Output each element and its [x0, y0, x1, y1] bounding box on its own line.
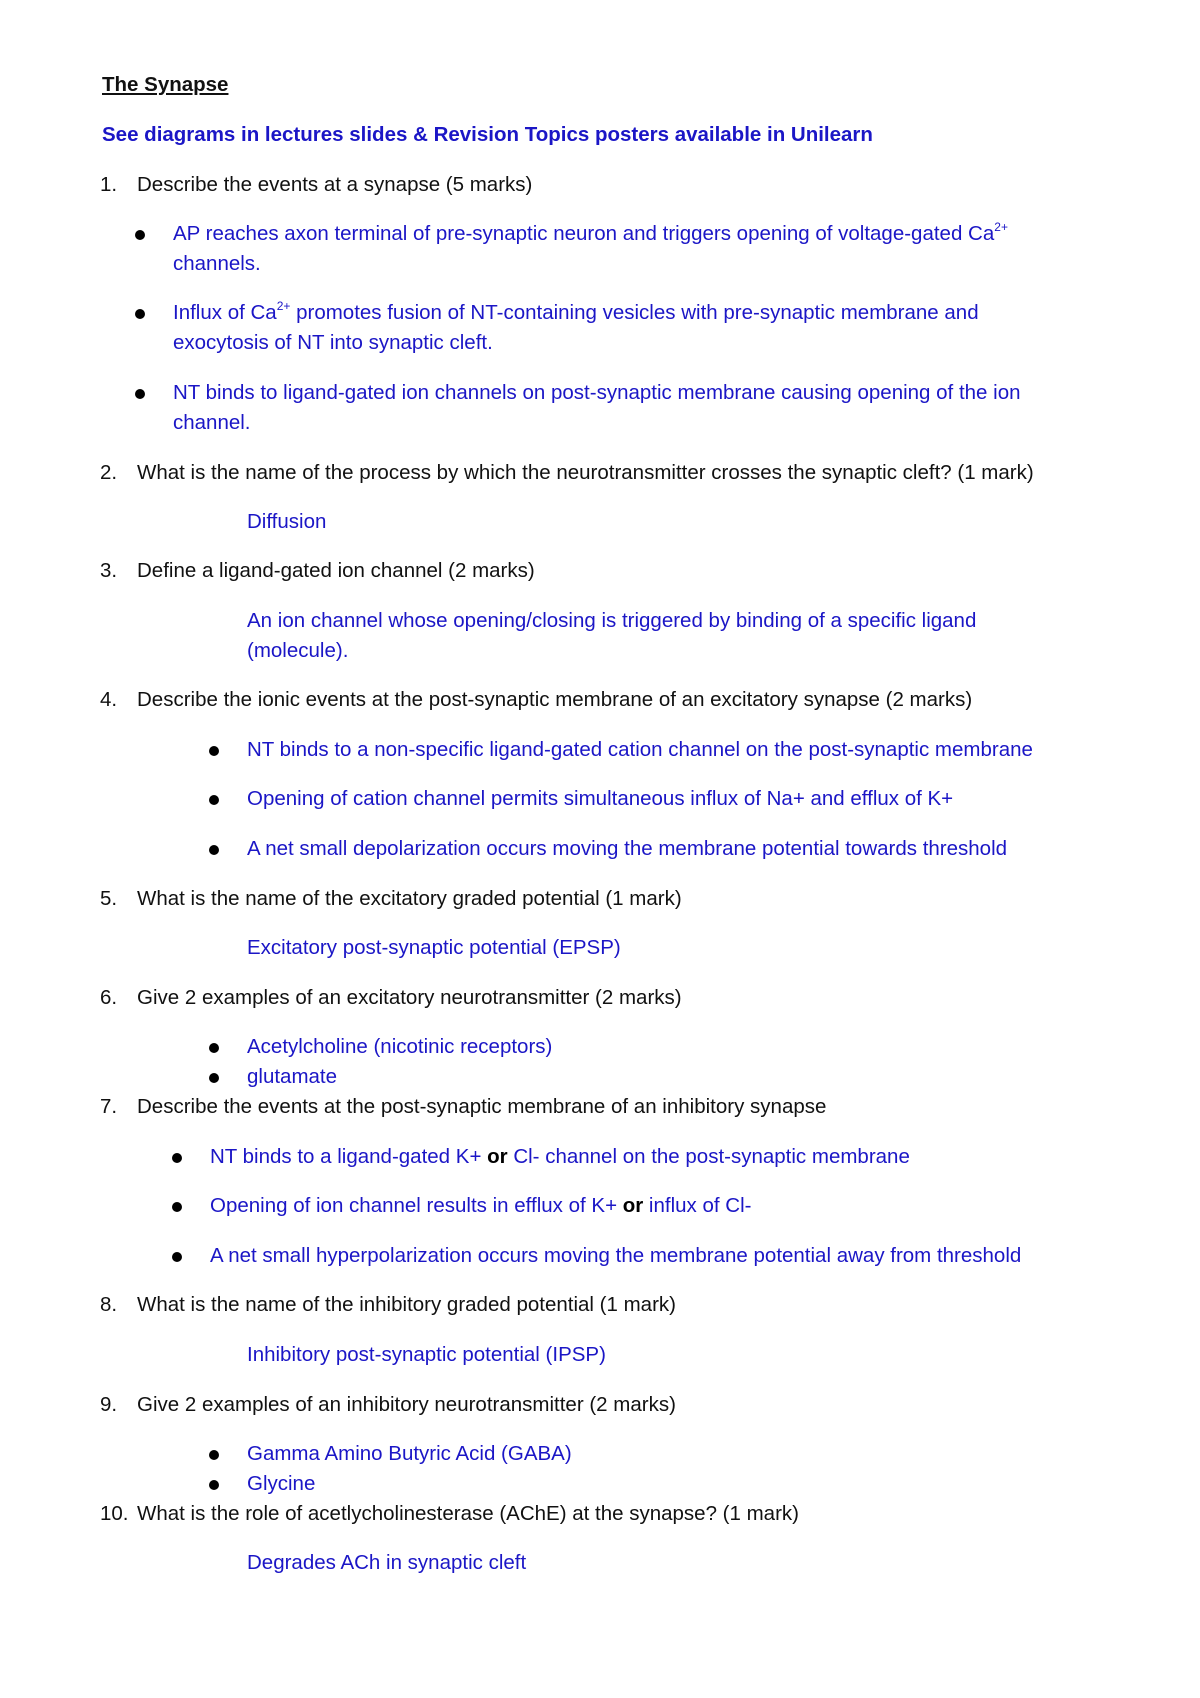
bullet-text: Glycine [247, 1472, 316, 1495]
question-text: Describe the events at a synapse (5 marks) [137, 173, 533, 196]
superscript: 2+ [994, 220, 1008, 234]
question-number: 5. [100, 887, 118, 910]
question-text: Give 2 examples of an inhibitory neurotransmitter (2 marks) [137, 1393, 676, 1416]
bullet-text-part: Opening of ion channel results in efflux of K+ [210, 1194, 623, 1217]
question-text: Describe the ionic events at the post-synaptic membrane of an excitatory synapse (2 marks) [137, 688, 973, 711]
bullet-icon [172, 1252, 182, 1262]
bullet-text-part: Cl- channel on the post-synaptic membrane [507, 1145, 910, 1168]
bullet-icon [209, 795, 219, 805]
bullet-text-part: Influx of Ca [173, 301, 277, 324]
bullet-text: Gamma Amino Butyric Acid (GABA) [247, 1442, 572, 1465]
answer-text: Diffusion [247, 510, 327, 533]
bullet-text-part: influx of Cl- [643, 1194, 752, 1217]
question-number: 9. [100, 1393, 118, 1416]
bullet-icon [209, 1043, 219, 1053]
bullet-text: NT binds to a non-specific ligand-gated cation channel on the post-synaptic membrane [247, 738, 1033, 761]
question-number: 1. [100, 173, 118, 196]
question-text: What is the name of the inhibitory graded potential (1 mark) [137, 1293, 676, 1316]
question-number: 10. [100, 1502, 129, 1525]
bullet-text [173, 219, 1008, 249]
bullet-text [210, 1191, 751, 1221]
bullet-text: Opening of cation channel permits simultaneous influx of Na+ and efflux of K+ [247, 787, 954, 810]
question-text: What is the name of the process by which the neurotransmitter crosses the synaptic cleft? (1 mark) [137, 461, 1034, 484]
bullet-icon [209, 1073, 219, 1083]
bullet-icon [209, 1480, 219, 1490]
bullet-icon [135, 389, 145, 399]
bullet-text [173, 298, 979, 328]
bullet-text-part: promotes fusion of NT-containing vesicles with pre-synaptic membrane and [290, 301, 979, 324]
question-text: Describe the events at the post-synaptic membrane of an inhibitory synapse [137, 1095, 827, 1118]
question-text: Define a ligand-gated ion channel (2 marks) [137, 559, 535, 582]
bullet-text: channel. [173, 411, 251, 434]
page-title: The Synapse [102, 73, 229, 96]
bullet-text: channels. [173, 252, 261, 275]
answer-text: Excitatory post-synaptic potential (EPSP) [247, 936, 621, 959]
question-number: 4. [100, 688, 118, 711]
bullet-icon [172, 1153, 182, 1163]
bullet-text: exocytosis of NT into synaptic cleft. [173, 331, 493, 354]
bullet-text-part: AP reaches axon terminal of pre-synaptic neuron and triggers opening of voltage-gated Ca [173, 222, 995, 245]
bullet-text: A net small depolarization occurs moving the membrane potential towards threshold [247, 837, 1008, 860]
bullet-icon [135, 309, 145, 319]
answer-text: (molecule). [247, 639, 349, 662]
answer-text: Degrades ACh in synaptic cleft [247, 1551, 527, 1574]
or-keyword: or [622, 1194, 644, 1217]
bullet-icon [209, 746, 219, 756]
question-text: What is the role of acetlycholinesterase (AChE) at the synapse? (1 mark) [137, 1502, 799, 1525]
question-text: Give 2 examples of an excitatory neurotransmitter (2 marks) [137, 986, 682, 1009]
question-text: What is the name of the excitatory graded potential (1 mark) [137, 887, 682, 910]
question-number: 3. [100, 559, 118, 582]
bullet-icon [172, 1202, 182, 1212]
bullet-text: glutamate [247, 1065, 338, 1088]
bullet-icon [135, 230, 145, 240]
subtitle-note: See diagrams in lectures slides & Revision Topics posters available in Unilearn [102, 123, 873, 146]
superscript: 2+ [276, 299, 291, 313]
answer-text: An ion channel whose opening/closing is triggered by binding of a specific ligand [247, 609, 977, 632]
or-keyword: or [487, 1145, 508, 1168]
bullet-text: A net small hyperpolarization occurs moving the membrane potential away from threshold [210, 1244, 1022, 1267]
question-number: 8. [100, 1293, 118, 1316]
question-number: 2. [100, 461, 118, 484]
bullet-icon [209, 1450, 219, 1460]
bullet-text [210, 1142, 910, 1172]
question-number: 6. [100, 986, 118, 1009]
bullet-text: Acetylcholine (nicotinic receptors) [247, 1035, 553, 1058]
bullet-text-part: NT binds to a ligand-gated K+ [210, 1145, 488, 1168]
answer-text: Inhibitory post-synaptic potential (IPSP) [247, 1343, 606, 1366]
bullet-text: NT binds to ligand-gated ion channels on post-synaptic membrane causing opening of the ion [173, 381, 1021, 404]
question-number: 7. [100, 1095, 118, 1118]
bullet-icon [209, 845, 219, 855]
